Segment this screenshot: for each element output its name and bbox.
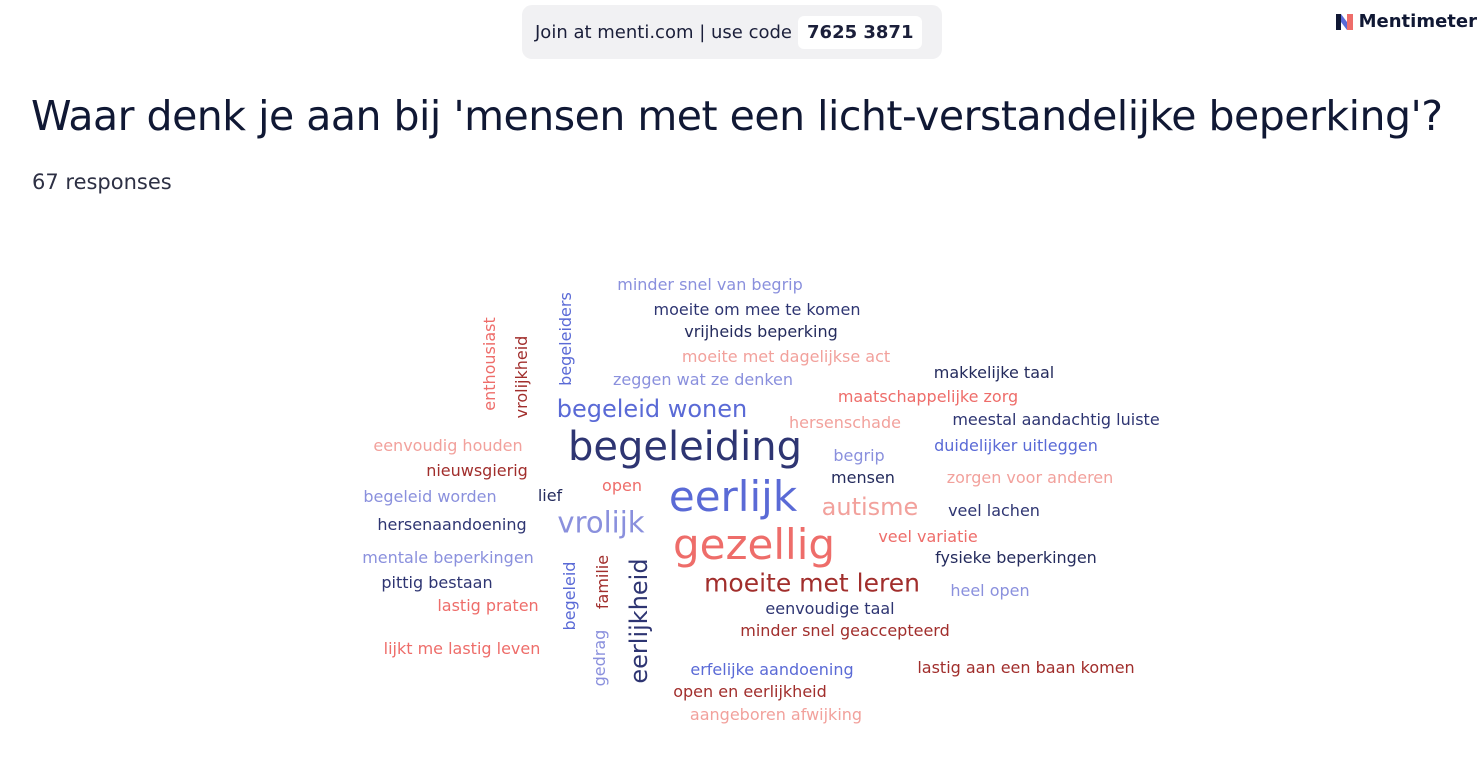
brand-name: Mentimeter [1358, 11, 1477, 32]
word-cloud-word: zeggen wat ze denken [612, 370, 794, 389]
word-cloud-word: minder snel van begrip [617, 275, 803, 294]
word-cloud-word: veel lachen [948, 501, 1040, 520]
word-cloud-word: gedrag [590, 629, 609, 687]
word-cloud-word: begeleid worden [363, 487, 497, 506]
join-code: 7625 3871 [798, 16, 922, 49]
word-cloud-word: vrolijk [557, 505, 645, 540]
word-cloud-word: moeite met dagelijkse act [681, 347, 891, 366]
word-cloud-word: gezellig [672, 520, 836, 569]
word-cloud-word: begeleid wonen [556, 395, 748, 423]
word-cloud-word: lastig aan een baan komen [917, 658, 1135, 677]
word-cloud-word: heel open [950, 581, 1030, 600]
word-cloud-word: begeleid [560, 561, 579, 631]
word-cloud-word: duidelijker uitleggen [934, 436, 1098, 455]
word-cloud-word: mensen [831, 468, 895, 487]
word-cloud-word: zorgen voor anderen [946, 468, 1114, 487]
word-cloud-word: begrip [833, 446, 885, 465]
word-cloud-word: veel variatie [878, 527, 978, 546]
word-cloud-word: nieuwsgierig [426, 461, 528, 480]
join-text: Join at menti.com | use code [535, 21, 793, 43]
word-cloud-word: enthousiast [480, 317, 499, 411]
word-cloud-word: eenvoudige taal [765, 599, 895, 618]
responses-count: 67 responses [32, 170, 172, 194]
word-cloud-word: familie [593, 554, 612, 610]
word-cloud-word: minder snel geaccepteerd [740, 621, 950, 640]
word-cloud-word: makkelijke taal [933, 363, 1055, 382]
word-cloud-word: vrijheids beperking [684, 322, 838, 341]
word-cloud-word: fysieke beperkingen [935, 548, 1097, 567]
word-cloud-word: hersenaandoening [377, 515, 527, 534]
word-cloud-word: open en eerlijkheid [673, 682, 827, 701]
word-cloud-word: open [602, 476, 642, 495]
question-title: Waar denk je aan bij 'mensen met een licht-verstandelijke beperking'? [31, 92, 1443, 140]
word-cloud-word: eerlijkheid [625, 558, 653, 684]
word-cloud-word: autisme [821, 493, 919, 521]
word-cloud-word: pittig bestaan [381, 573, 493, 592]
word-cloud-word: moeite met leren [704, 568, 920, 598]
word-cloud-word: lijkt me lastig leven [383, 639, 541, 658]
word-cloud-word: lastig praten [437, 596, 539, 615]
word-cloud-word: lief [537, 486, 563, 505]
word-cloud-word: mentale beperkingen [362, 548, 534, 567]
word-cloud-word: meestal aandachtig luiste [952, 410, 1160, 429]
word-cloud-word: hersenschade [789, 413, 901, 432]
word-cloud-word: eerlijk [668, 472, 798, 521]
word-cloud-word: maatschappelijke zorg [837, 387, 1019, 406]
word-cloud-word: erfelijke aandoening [690, 660, 854, 679]
word-cloud-word: moeite om mee te komen [653, 300, 861, 319]
word-cloud-word: eenvoudig houden [373, 436, 523, 455]
word-cloud-word: begeleiders [556, 292, 575, 386]
word-cloud-word: aangeboren afwijking [689, 705, 863, 724]
word-cloud-word: begeleiding [567, 424, 803, 470]
word-cloud-word: vrolijkheid [512, 335, 531, 419]
